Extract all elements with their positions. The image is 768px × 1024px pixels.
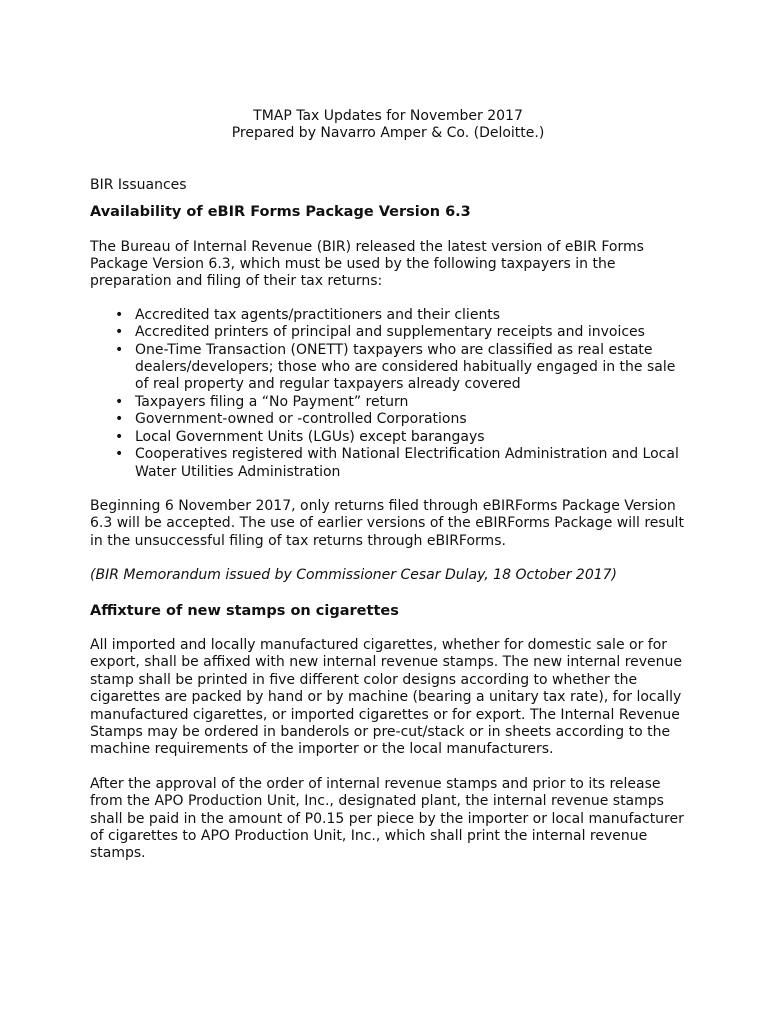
intro-paragraph: The Bureau of Internal Revenue (BIR) released the latest version of eBIR Forms Package Version 6.3, which must be used by the following taxpayers in the preparation and filing of their tax returns:	[90, 238, 644, 290]
list-item	[90, 307, 686, 324]
list-item	[90, 411, 686, 428]
document-body	[90, 108, 686, 863]
bullet-icon: •	[115, 306, 124, 323]
deadline-paragraph: Beginning 6 November 2017, only returns filed through eBIRForms Package Version 6.3 will be accepted. The use of earlier versions of the eBIRForms Package will result in the unsuccessful filing of tax returns through eBIRForms.	[90, 497, 684, 549]
bullet-icon: •	[115, 324, 124, 341]
payment-paragraph: After the approval of the order of internal revenue stamps and prior to its release from the APO Production Unit, Inc., designated plant, the internal revenue stamps shall be paid in the amount of P0.15 per piece by the importer or local manufacturer of cigarettes to APO Production Unit, Inc., which shall print the internal revenue stamps.	[90, 775, 684, 862]
section-label: BIR Issuances	[90, 176, 187, 193]
list-item-text: Taxpayers filing a “No Payment” return	[135, 393, 409, 410]
bullet-icon: •	[115, 411, 124, 428]
bullet-icon: •	[115, 393, 124, 410]
citation-text: (BIR Memorandum issued by Commissioner Cesar Dulay, 18 October 2017)	[90, 567, 618, 584]
list-item-text: Accredited tax agents/practitioners and their clients	[135, 306, 501, 323]
stamps-paragraph: All imported and locally manufactured cigarettes, whether for domestic sale or for export, shall be affixed with new internal revenue stamps. The new internal revenue stamp shall be printed in five different color designs according to whether the cigarettes are packed by hand or by machine (bearing a unitary tax rate), for locally manufactured cigarettes, or imported cigarettes or for export. The Internal Revenue Stamps may be ordered in banderols or pre-cut/stack or in sheets according to the machine requirements of the importer or the local manufacturers.	[90, 636, 683, 758]
list-item-text: Cooperatives registered with National Electrification Administration and Local Water Utilities Administration	[135, 446, 679, 480]
list-item-text: Local Government Units (LGUs) except barangays	[135, 428, 485, 445]
document-title: TMAP Tax Updates for November 2017	[253, 108, 523, 124]
list-item	[90, 324, 686, 341]
heading-ebir-forms: Availability of eBIR Forms Package Version 6.3	[90, 204, 471, 221]
list-item	[90, 342, 686, 394]
list-item-text: Accredited printers of principal and supplementary receipts and invoices	[135, 324, 645, 341]
heading-cigarette-stamps: Affixture of new stamps on cigarettes	[90, 602, 399, 619]
bullet-icon: •	[115, 428, 124, 445]
document-subtitle: Prepared by Navarro Amper & Co. (Deloitte.)	[231, 125, 545, 142]
list-item	[90, 429, 686, 446]
bullet-icon: •	[115, 341, 124, 358]
bullet-icon: •	[115, 446, 124, 463]
list-item	[90, 394, 686, 411]
taxpayer-list	[90, 307, 686, 481]
list-item	[90, 446, 686, 481]
list-item-text: Government-owned or -controlled Corporations	[135, 411, 467, 428]
list-item-text: One-Time Transaction (ONETT) taxpayers who are classified as real estate dealers/developers; those who are considered habitually engaged in the sale of real property and regular taxpayers already covered	[135, 341, 676, 393]
